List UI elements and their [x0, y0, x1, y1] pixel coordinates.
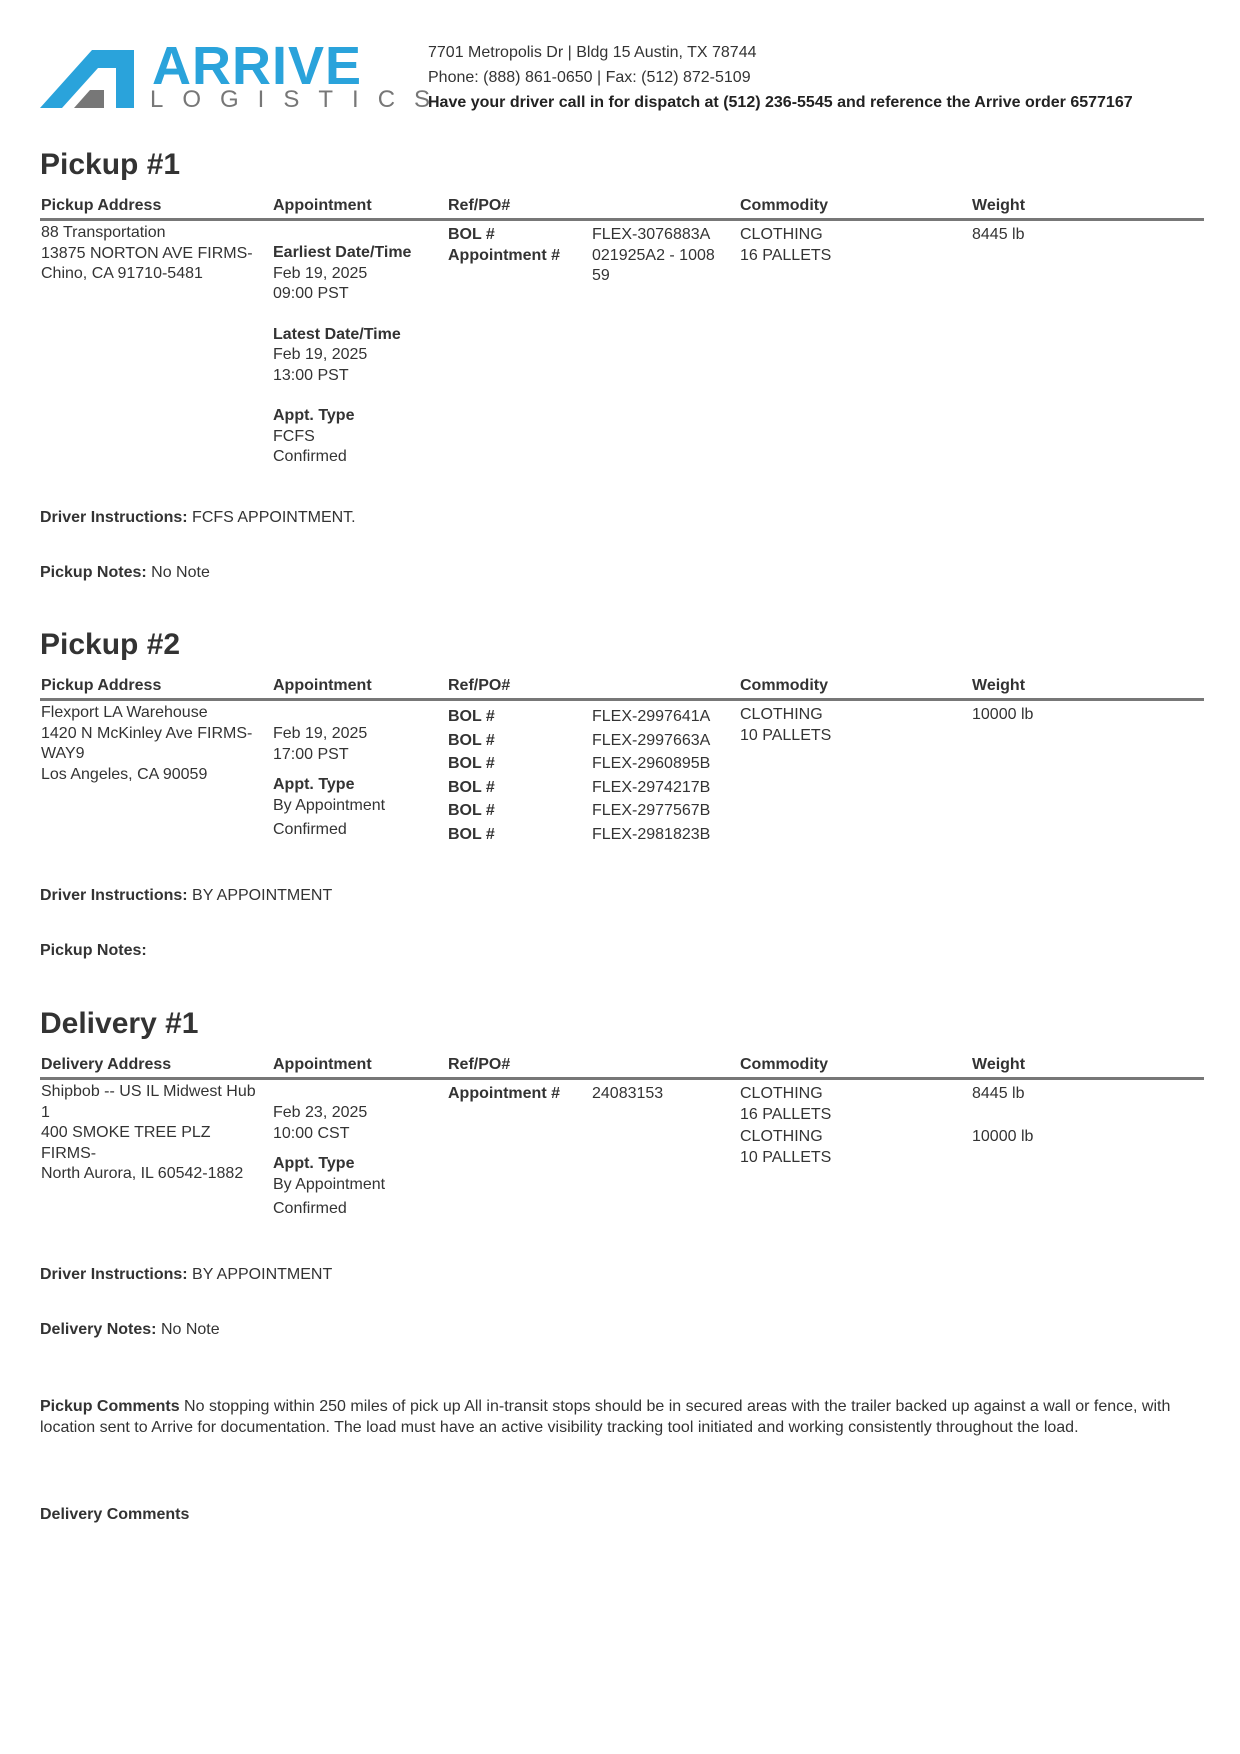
address-line: WAY9: [41, 745, 85, 762]
col-address: Pickup Address: [41, 677, 162, 694]
commodity-item: [740, 1127, 960, 1168]
notes-label: Delivery Notes:: [40, 1321, 157, 1338]
weight-cell: [972, 1084, 1172, 1147]
latest-label: Latest Date/Time: [273, 325, 401, 343]
appointment-cell: [273, 724, 433, 841]
latest-date: Feb 19, 2025: [273, 346, 368, 363]
appt-status: Confirmed: [273, 821, 347, 838]
col-commodity: Commodity: [740, 197, 828, 214]
appt-type: By Appointment: [273, 1175, 386, 1193]
pickup-2-notes: [40, 941, 147, 961]
appt-time: 10:00 CST: [273, 1124, 350, 1142]
appt-type-label: Appt. Type: [273, 1155, 355, 1172]
ref-value: FLEX-3076883A: [592, 226, 711, 243]
latest-time: 13:00 PST: [273, 366, 349, 384]
col-ref: Ref/PO#: [448, 1056, 511, 1073]
address-line: Shipbob -- US IL Midwest Hub: [41, 1083, 256, 1100]
ref-key: BOL #: [448, 226, 495, 243]
notes-text: No Note: [151, 564, 210, 581]
table-header: [40, 1051, 1204, 1080]
ref-key: BOL #: [448, 708, 495, 725]
appointment-cell: [273, 1103, 433, 1220]
ref-value: 021925A2 - 1008 59: [592, 246, 715, 284]
section-title: Pickup #2: [40, 628, 181, 661]
col-commodity: Commodity: [740, 1056, 828, 1073]
pickup-address: [41, 223, 261, 285]
ref-cell: [448, 705, 738, 847]
ref-key: BOL #: [448, 802, 495, 820]
ref-row: [448, 225, 738, 246]
weight-cell: 10000 lb: [972, 706, 1034, 723]
col-appointment: Appointment: [273, 677, 372, 694]
logo-subtitle: LOGISTICS: [150, 86, 450, 113]
ref-value: FLEX-2974217B: [592, 778, 711, 796]
col-weight: Weight: [972, 677, 1026, 694]
col-address: Pickup Address: [41, 197, 162, 214]
pickup-comments: [40, 1397, 1204, 1438]
address-line: 13875 NORTON AVE FIRMS-: [41, 244, 253, 262]
col-weight: Weight: [972, 197, 1026, 214]
pickup-1-notes: [40, 563, 210, 583]
appt-date: Feb 19, 2025: [273, 725, 368, 742]
driver-instructions-text: FCFS APPOINTMENT.: [192, 509, 356, 526]
delivery-1-section: [40, 1007, 1204, 1217]
ref-value: FLEX-2977567B: [592, 802, 711, 820]
driver-instructions-text: BY APPOINTMENT: [192, 1266, 333, 1283]
address-line: Los Angeles, CA 90059: [41, 765, 208, 783]
ref-row: [448, 823, 738, 847]
ref-value: FLEX-2997641A: [592, 708, 711, 725]
commodity-pallets: 10 PALLETS: [740, 1148, 832, 1166]
appt-time: 17:00 PST: [273, 745, 349, 763]
section-title: Pickup #1: [40, 148, 181, 181]
commodity-name: CLOTHING: [740, 226, 823, 243]
col-weight: Weight: [972, 1056, 1026, 1073]
table-header: [40, 192, 1204, 221]
address-line: Chino, CA 91710-5481: [41, 265, 203, 282]
driver-instructions-label: Driver Instructions:: [40, 1266, 188, 1283]
weight-value: 10000 lb: [972, 1127, 1034, 1145]
notes-label: Pickup Notes:: [40, 564, 147, 581]
pickup-address: [41, 703, 266, 785]
driver-instructions-label: Driver Instructions:: [40, 887, 188, 904]
ref-cell: [448, 225, 738, 287]
logo-mark-icon: [40, 46, 140, 114]
company-phone: Phone: (888) 861-0650 | Fax: (512) 872-5109: [428, 69, 751, 86]
ref-row: [448, 1084, 738, 1105]
ref-key: BOL #: [448, 755, 495, 773]
ref-value: FLEX-2997663A: [592, 731, 711, 749]
ref-cell: [448, 1084, 738, 1105]
ref-value: 24083153: [592, 1085, 664, 1102]
commodity-cell: [740, 225, 960, 266]
commodity-name: CLOTHING: [740, 706, 823, 723]
col-commodity: Commodity: [740, 677, 828, 694]
driver-instructions-label: Driver Instructions:: [40, 509, 188, 526]
ref-row: [448, 799, 738, 823]
address-line: 88 Transportation: [41, 224, 166, 241]
earliest-label: Earliest Date/Time: [273, 244, 412, 261]
col-appointment: Appointment: [273, 197, 372, 214]
earliest-date: Feb 19, 2025: [273, 264, 368, 282]
ref-row: [448, 705, 738, 729]
ref-key: Appointment #: [448, 246, 560, 264]
pickup-2-driver-instructions: [40, 886, 332, 906]
delivery-1-driver-instructions: [40, 1265, 332, 1285]
ref-value: FLEX-2960895B: [592, 755, 711, 773]
pickup-comments-label: Pickup Comments: [40, 1398, 180, 1415]
delivery-address: [41, 1082, 266, 1185]
appt-type-label: Appt. Type: [273, 407, 355, 424]
appt-status: Confirmed: [273, 1200, 347, 1217]
commodity-pallets: 16 PALLETS: [740, 246, 832, 264]
commodity-name: CLOTHING: [740, 1085, 823, 1102]
address-line: 400 SMOKE TREE PLZ FIRMS-: [41, 1124, 211, 1162]
section-title: Delivery #1: [40, 1007, 199, 1040]
arrive-logistics-logo: [40, 36, 450, 114]
pickup-1-driver-instructions: [40, 508, 356, 528]
ref-key: BOL #: [448, 778, 495, 796]
weight-cell: 8445 lb: [972, 226, 1025, 243]
dispatch-instructions: Have your driver call in for dispatch at (512) 236-5545 and reference the Arrive order 6577167: [428, 94, 1133, 111]
appt-type: By Appointment: [273, 796, 386, 814]
delivery-1-notes: [40, 1320, 220, 1340]
appt-type-label: Appt. Type: [273, 776, 355, 793]
address-line: 1420 N McKinley Ave FIRMS-: [41, 724, 253, 742]
col-address: Delivery Address: [41, 1056, 172, 1073]
address-line: 1: [41, 1103, 50, 1121]
ref-row: [448, 752, 738, 776]
commodity-item: [740, 1084, 960, 1125]
commodity-pallets: 16 PALLETS: [740, 1105, 832, 1123]
appt-type: FCFS: [273, 427, 315, 445]
commodity-name: CLOTHING: [740, 1128, 823, 1145]
earliest-time: 09:00 PST: [273, 285, 349, 302]
ref-row: [448, 729, 738, 753]
table-header: [40, 672, 1204, 701]
commodity-cell: [740, 705, 960, 746]
pickup-1-section: [40, 148, 1204, 465]
address-line: North Aurora, IL 60542-1882: [41, 1165, 244, 1182]
col-ref: Ref/PO#: [448, 197, 511, 214]
pickup-comments-text: No stopping within 250 miles of pick up All in-transit stops should be in secured areas with the trailer backed up against a wall or fence, with location sent to Arrive for documentation. The load must have an active visibility tracking tool initiated and working consistently throughout the load.: [40, 1398, 1171, 1436]
pickup-2-section: [40, 628, 1204, 843]
notes-text: No Note: [160, 1321, 220, 1338]
driver-instructions-text: BY APPOINTMENT: [192, 887, 333, 904]
logo-wordmark: ARRIVE: [152, 36, 363, 96]
weight-value: 8445 lb: [972, 1085, 1025, 1102]
commodity-pallets: 10 PALLETS: [740, 726, 832, 744]
ref-key: BOL #: [448, 731, 495, 749]
col-appointment: Appointment: [273, 1056, 372, 1073]
ref-key: Appointment #: [448, 1085, 560, 1102]
ref-row: [448, 246, 738, 287]
appointment-cell: [273, 243, 433, 468]
ref-key: BOL #: [448, 825, 495, 843]
commodity-cell: [740, 1084, 960, 1170]
col-ref: Ref/PO#: [448, 677, 511, 694]
appt-status: Confirmed: [273, 448, 347, 465]
company-info: [428, 40, 1133, 115]
company-address: 7701 Metropolis Dr | Bldg 15 Austin, TX 78744: [428, 44, 757, 61]
ref-value: FLEX-2981823B: [592, 825, 711, 843]
delivery-comments-label: Delivery Comments: [40, 1506, 190, 1523]
notes-label: Pickup Notes:: [40, 942, 147, 959]
ref-row: [448, 776, 738, 800]
appt-date: Feb 23, 2025: [273, 1104, 368, 1121]
address-line: Flexport LA Warehouse: [41, 704, 208, 721]
